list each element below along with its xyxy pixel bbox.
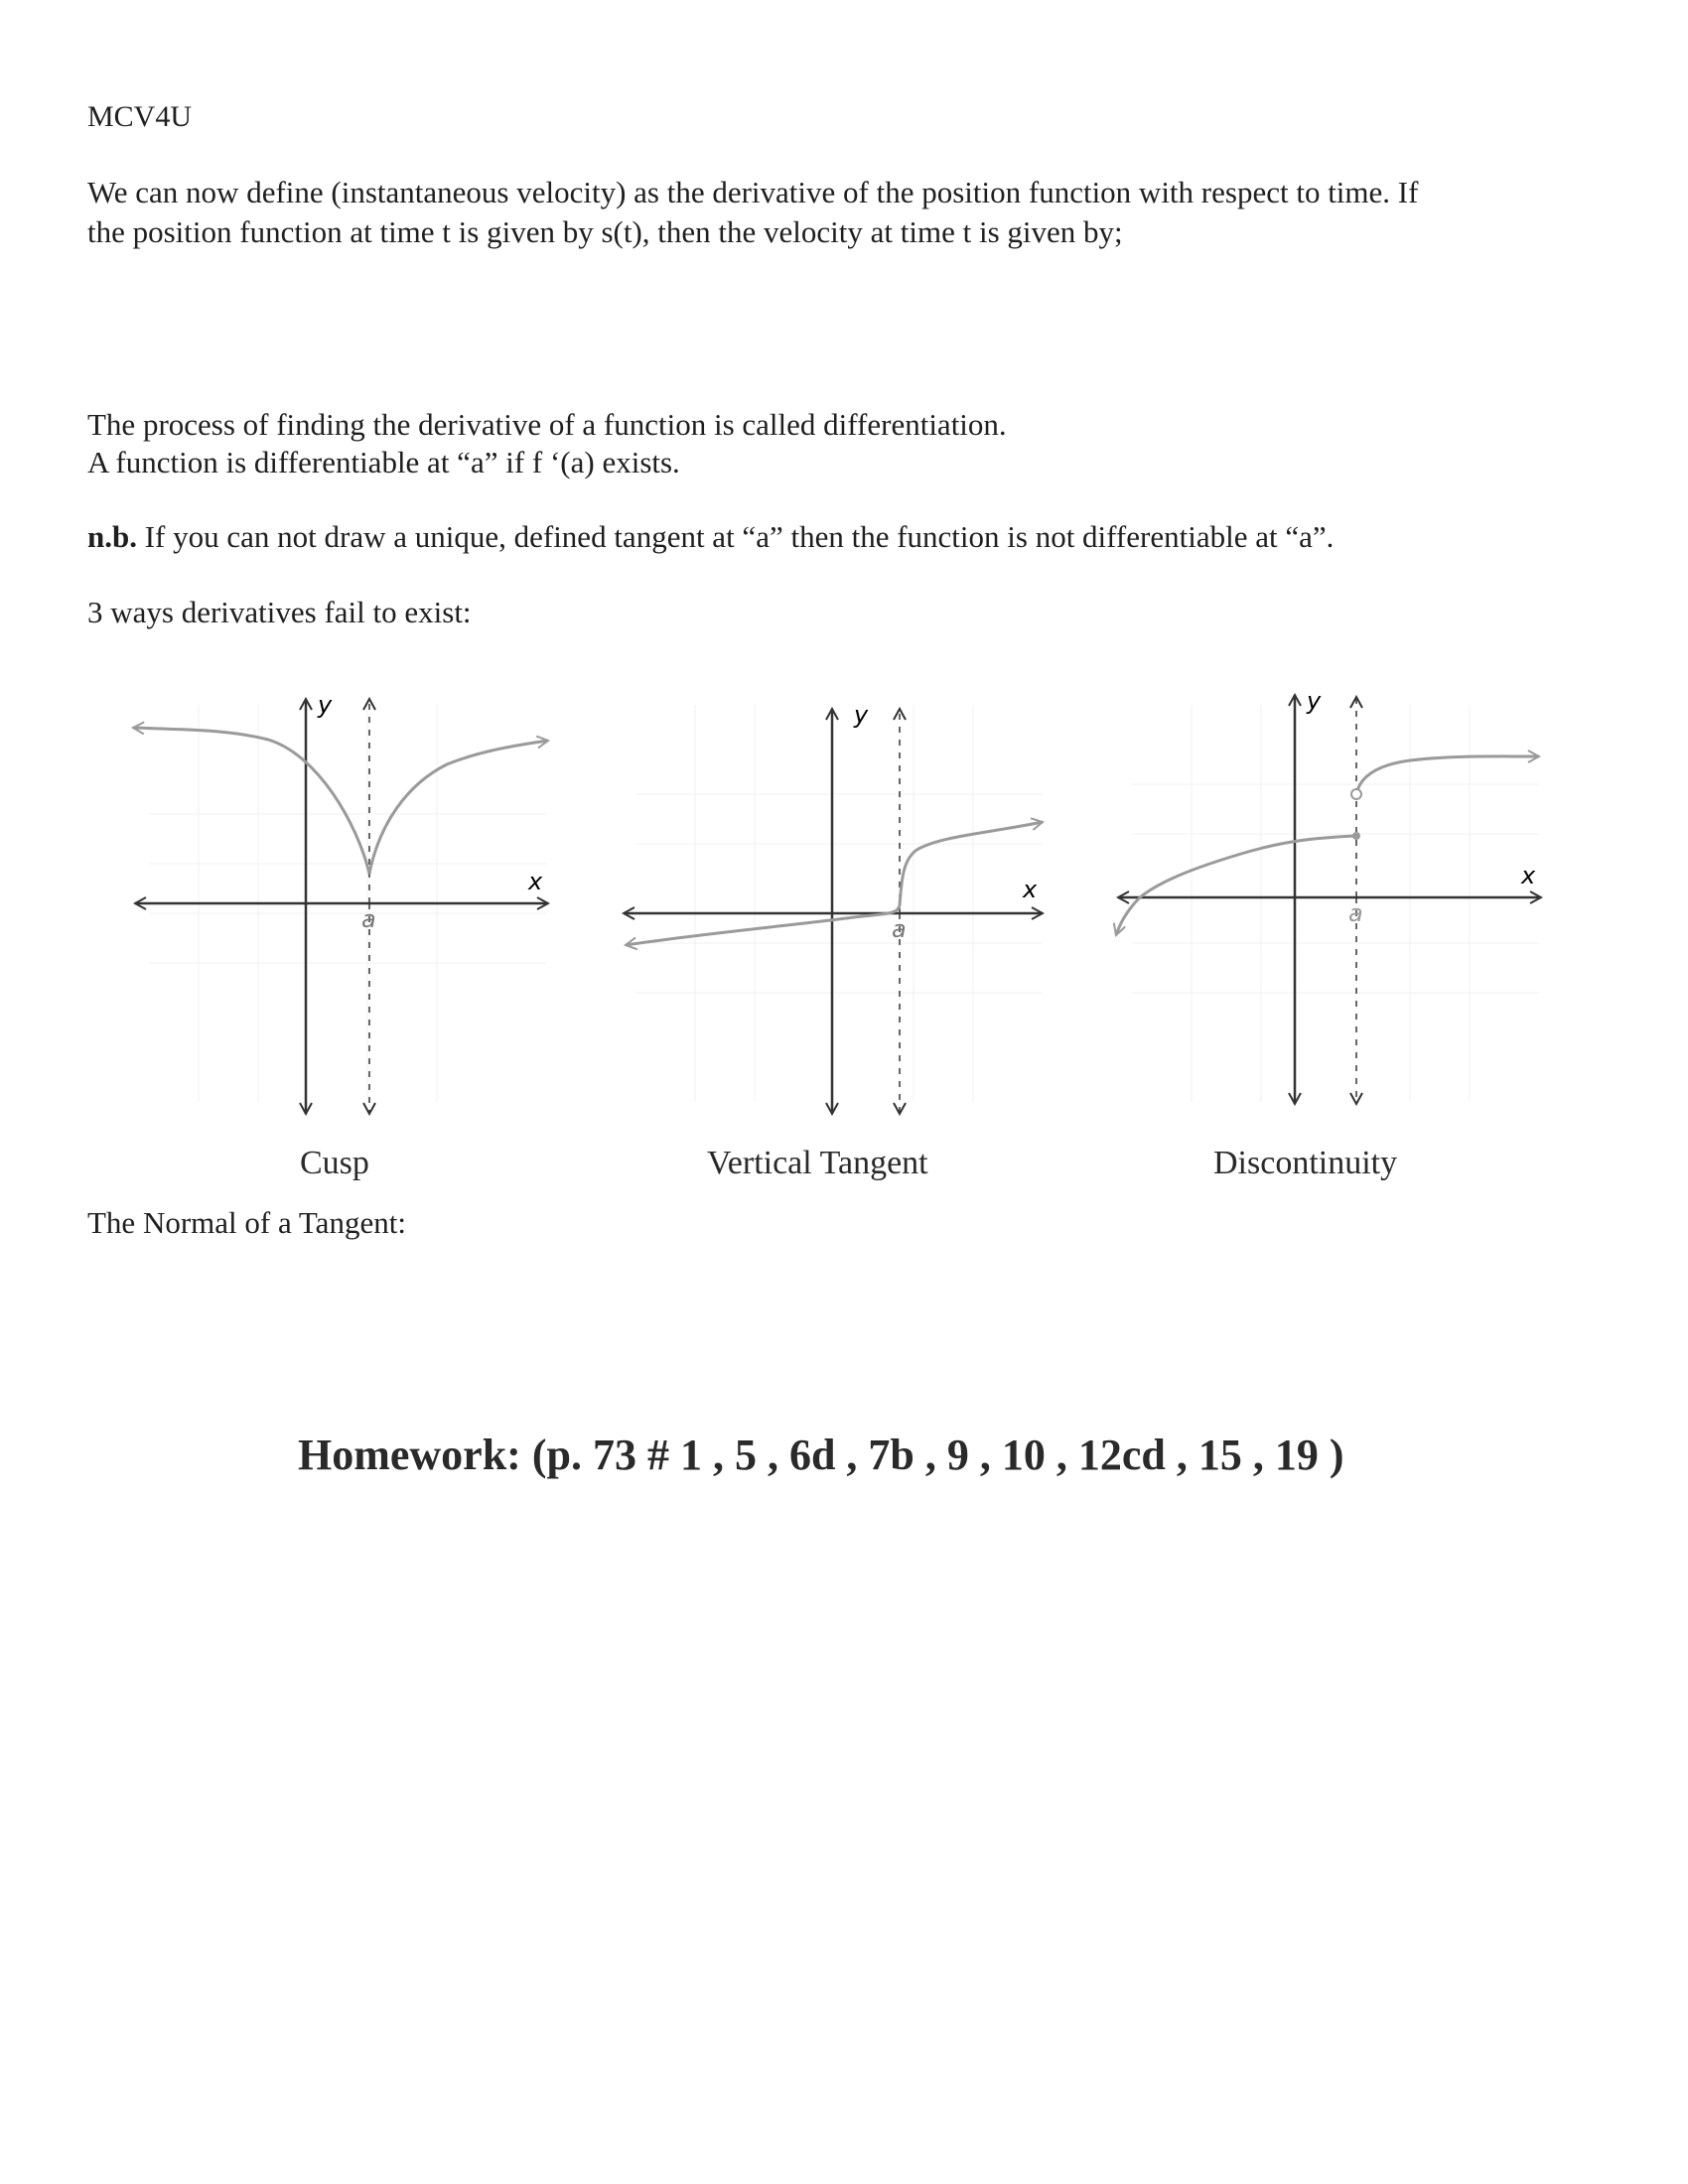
- cusp-x-label: x: [528, 868, 543, 895]
- cusp-curve-left: [133, 728, 369, 874]
- discontinuity-graph: [1112, 685, 1549, 1132]
- discontinuity-curve-left: [1116, 836, 1356, 935]
- cusp-a-label: a: [361, 905, 376, 933]
- vertical-tangent-y-label: y: [854, 701, 869, 729]
- vertical-tangent-curve-left: [626, 905, 900, 945]
- nb-prefix: n.b.: [87, 519, 137, 554]
- vertical-tangent-x-label: x: [1023, 876, 1038, 903]
- intro-line-1: We can now define (instantaneous velocity) as the derivative of the position function with respect to time. If: [87, 175, 1419, 209]
- cusp-curve-right: [369, 741, 548, 874]
- cusp-caption: Cusp: [300, 1145, 369, 1181]
- homework-assignment: Homework: (p. 73 # 1 , 5 , 6d , 7b , 9 , 10 , 12cd , 15 , 19 ): [298, 1431, 1344, 1479]
- ways-heading: 3 ways derivatives fail to exist:: [87, 595, 472, 629]
- vertical-tangent-caption: Vertical Tangent: [707, 1145, 928, 1181]
- nb-text: If you can not draw a unique, defined tangent at “a” then the function is not differentiable at “a”.: [136, 519, 1335, 554]
- vertical-tangent-gridlines: [635, 705, 1043, 1102]
- cusp-y-label: y: [318, 691, 333, 719]
- discontinuity-filled-point: [1352, 832, 1360, 840]
- discontinuity-caption: Discontinuity: [1213, 1145, 1398, 1181]
- differentiation-line-1: The process of finding the derivative of a function is called differentiation.: [87, 407, 1007, 442]
- intro-line-2: the position function at time t is given by s(t), then the velocity at time t is given by;: [87, 214, 1123, 249]
- vertical-tangent-curve-right: [900, 822, 1043, 905]
- nb-note: [87, 517, 1334, 557]
- cusp-graph: [119, 685, 556, 1132]
- vertical-tangent-a-label: a: [892, 915, 907, 943]
- vertical-tangent-graph: [616, 685, 1053, 1132]
- discontinuity-y-label: y: [1307, 687, 1322, 715]
- discontinuity-gridlines: [1132, 705, 1539, 1102]
- discontinuity-open-point: [1351, 789, 1361, 799]
- course-code: MCV4U: [87, 100, 193, 133]
- normal-heading: The Normal of a Tangent:: [87, 1205, 406, 1240]
- discontinuity-a-label: a: [1348, 899, 1363, 927]
- discontinuity-curve-right: [1356, 756, 1539, 794]
- differentiation-line-2: A function is differentiable at “a” if f ‘(a) exists.: [87, 445, 680, 479]
- discontinuity-x-label: x: [1521, 862, 1536, 889]
